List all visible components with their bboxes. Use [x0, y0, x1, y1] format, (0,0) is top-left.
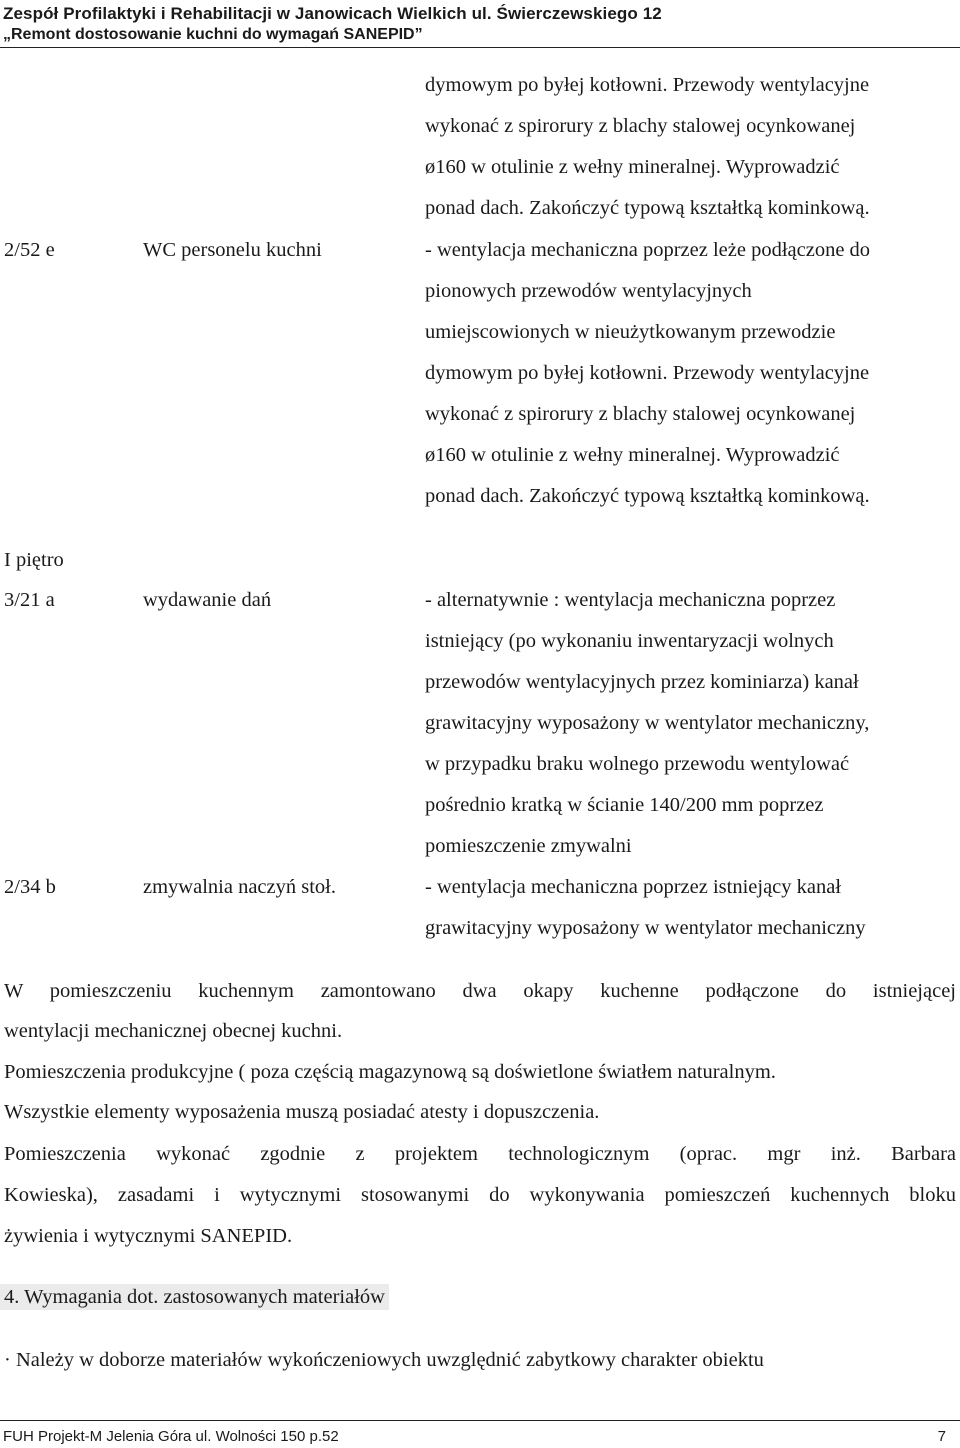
section-heading: 4. Wymagania dot. zastosowanych materiałów [0, 1284, 389, 1310]
room-number: 3/21 a [4, 589, 55, 611]
text-line: umiejscowionych w nieużytkowanym przewodzie [425, 321, 836, 343]
text-line: pionowych przewodów wentylacyjnych [425, 280, 752, 302]
room-number: 2/34 b [4, 876, 56, 898]
text-line: ponad dach. Zakończyć typową kształtką kominkową. [425, 197, 870, 219]
text-line: ø160 w otulinie z wełny mineralnej. Wyprowadzić [425, 156, 840, 178]
paragraph-line: Pomieszczenia wykonać zgodnie z projektem technologicznym (oprac. mgr inż. Barbara [4, 1143, 956, 1165]
room-number: 2/52 e [4, 239, 55, 261]
document-header-title: Zespół Profilaktyki i Rehabilitacji w Janowicach Wielkich ul. Świerczewskiego 12 [3, 4, 662, 23]
footer-divider [0, 1420, 960, 1421]
room-name: WC personelu kuchni [143, 239, 322, 261]
text-line: dymowym po byłej kotłowni. Przewody wentylacyjne [425, 362, 870, 384]
paragraph-line: Wszystkie elementy wyposażenia muszą posiadać atesty i dopuszczenia. [4, 1101, 600, 1123]
paragraph-line: Pomieszczenia produkcyjne ( poza częścią magazynową są doświetlone światłem naturalnym. [4, 1061, 776, 1083]
text-line: w przypadku braku wolnego przewodu wentylować [425, 753, 850, 775]
text-line: wykonać z spirorury z blachy stalowej ocynkowanej [425, 115, 856, 137]
footer-company: FUH Projekt-M Jelenia Góra ul. Wolności 150 p.52 [3, 1428, 339, 1445]
page-number: 7 [937, 1428, 946, 1445]
text-line: - wentylacja mechaniczna poprzez leże podłączone do [425, 239, 871, 261]
paragraph-line: żywienia i wytycznymi SANEPID. [4, 1225, 293, 1247]
paragraph-line: wentylacji mechanicznej obecnej kuchni. [4, 1020, 343, 1042]
paragraph-line: W pomieszczeniu kuchennym zamontowano dwa okapy kuchenne podłączone do istniejącej [4, 980, 956, 1002]
paragraph-line: Kowieska), zasadami i wytycznymi stosowanymi do wykonywania pomieszczeń kuchennych bloku [4, 1184, 956, 1206]
bullet-item: · Należy w doborze materiałów wykończeniowych uwzględnić zabytkowy charakter obiektu [4, 1349, 764, 1371]
text-line: - alternatywnie : wentylacja mechaniczna poprzez [425, 589, 836, 611]
text-line: grawitacyjny wyposażony w wentylator mechaniczny [425, 917, 866, 939]
text-line: pośrednio kratką w ścianie 140/200 mm poprzez [425, 794, 824, 816]
text-line: grawitacyjny wyposażony w wentylator mechaniczny, [425, 712, 870, 734]
text-line: przewodów wentylacyjnych przez kominiarza) kanał [425, 671, 859, 693]
text-line: - wentylacja mechaniczna poprzez istniejący kanał [425, 876, 842, 898]
text-line: pomieszczenie zmywalni [425, 835, 632, 857]
text-line: dymowym po byłej kotłowni. Przewody wentylacyjne [425, 74, 870, 96]
text-line: ponad dach. Zakończyć typową kształtką kominkową. [425, 485, 870, 507]
text-line: istniejący (po wykonaniu inwentaryzacji wolnych [425, 630, 834, 652]
text-line: wykonać z spirorury z blachy stalowej ocynkowanej [425, 403, 856, 425]
floor-label: I piętro [4, 549, 64, 571]
document-header-subtitle: „Remont dostosowanie kuchni do wymagań SANEPID” [3, 26, 423, 43]
room-name: wydawanie dań [143, 589, 272, 611]
header-divider [0, 47, 960, 48]
room-name: zmywalnia naczyń stoł. [143, 876, 336, 898]
text-line: ø160 w otulinie z wełny mineralnej. Wyprowadzić [425, 444, 840, 466]
